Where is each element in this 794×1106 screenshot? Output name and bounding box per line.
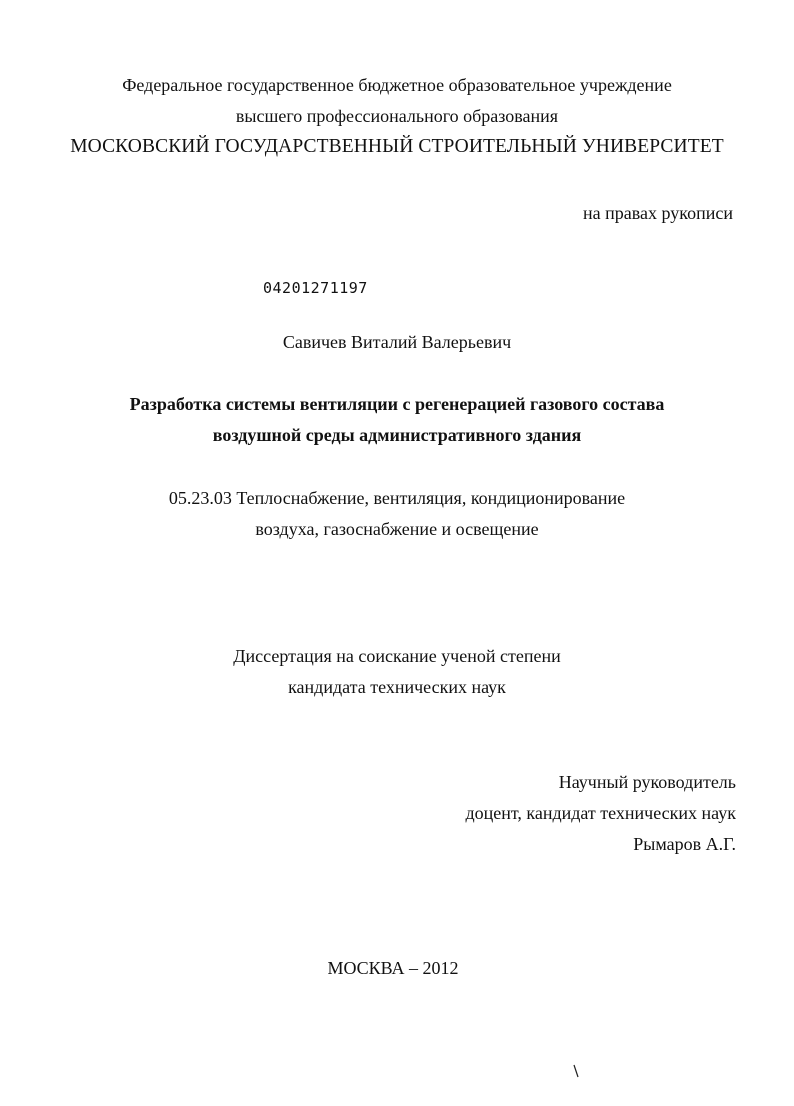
degree-line-1: Диссертация на соискание ученой степени <box>233 646 561 666</box>
place-year: МОСКВА – 2012 <box>327 958 459 978</box>
specialty-line-1: 05.23.03 Теплоснабжение, вентиляция, кондиционирование <box>168 488 626 508</box>
dissertation-title-line-2: воздушной среды административного здания <box>212 425 582 445</box>
author-name: Савичев Виталий Валерьевич <box>282 332 512 352</box>
supervisor-title: доцент, кандидат технических наук <box>465 803 736 823</box>
university-name: МОСКОВСКИЙ ГОСУДАРСТВЕННЫЙ СТРОИТЕЛЬНЫЙ УНИВЕРСИТЕТ <box>70 136 724 157</box>
degree-line-2: кандидата технических наук <box>288 677 506 697</box>
specialty-line-2: воздуха, газоснабжение и освещение <box>255 519 539 539</box>
dissertation-title-line-1: Разработка системы вентиляции с регенерацией газового состава <box>129 394 665 414</box>
supervisor-name: Рымаров А.Г. <box>633 834 736 854</box>
registration-code: 04201271197 <box>263 279 368 297</box>
supervisor-role: Научный руководитель <box>558 772 736 792</box>
pen-mark <box>572 1064 580 1078</box>
institution-line-1: Федеральное государственное бюджетное образовательное учреждение <box>122 75 672 95</box>
manuscript-note: на правах рукописи <box>583 203 733 223</box>
institution-line-2: высшего профессионального образования <box>235 106 559 126</box>
